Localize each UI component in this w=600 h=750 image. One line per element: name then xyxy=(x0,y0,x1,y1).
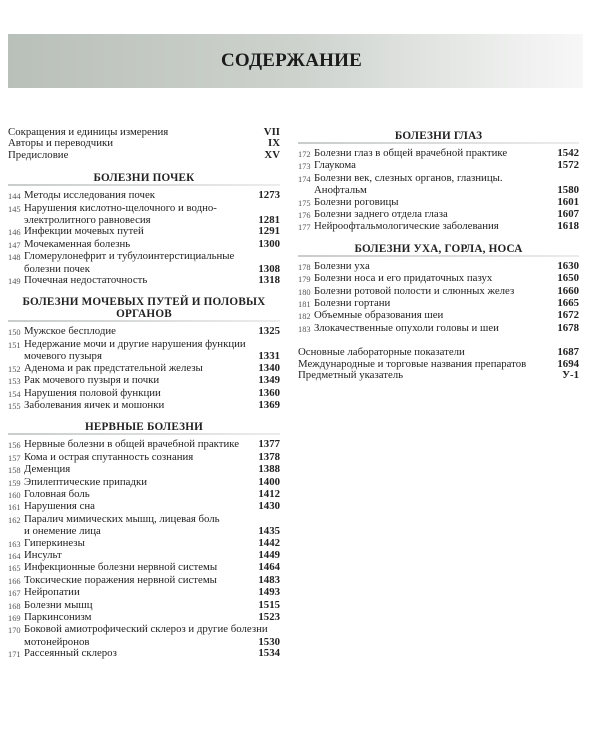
chapter-number: 169 xyxy=(8,614,21,623)
chapter-number: 152 xyxy=(8,364,21,374)
chapter-entry[interactable] xyxy=(8,203,280,227)
chapter-title: Болезни заднего отдела глаза xyxy=(314,208,448,221)
chapter-title: Мочекаменная болезнь xyxy=(24,237,131,250)
chapter-number: 151 xyxy=(8,340,21,350)
section-heading: БОЛЕЗНИ ПОЧЕК xyxy=(8,169,280,186)
chapter-title: Рак мочевого пузыря и почки xyxy=(24,374,160,387)
chapter-title: Деменция xyxy=(24,463,71,476)
chapter-title: Паралич мимических мышц, лицевая боль xyxy=(24,512,220,525)
chapter-entry[interactable] xyxy=(8,624,280,648)
chapter-entry[interactable] xyxy=(8,464,280,476)
section-heading: БОЛЕЗНИ УХА, ГОРЛА, НОСА xyxy=(298,240,579,257)
chapter-title: Гломерулонефрит и тубулоинтерстициальные xyxy=(24,250,235,263)
chapter-number: 155 xyxy=(8,401,21,411)
chapter-number: 144 xyxy=(8,192,21,202)
chapter-page: 1660 xyxy=(557,284,579,297)
chapter-page: 1360 xyxy=(258,386,280,399)
chapter-entry[interactable] xyxy=(8,326,280,338)
chapter-page: 1515 xyxy=(258,598,280,611)
chapter-title: Глаукома xyxy=(314,159,356,172)
chapter-entry[interactable] xyxy=(8,514,280,538)
chapter-page: 1483 xyxy=(258,573,280,586)
chapter-page: 1672 xyxy=(557,309,579,322)
chapter-title: Инсульт xyxy=(24,548,62,561)
chapter-number: 178 xyxy=(298,262,311,272)
chapter-page: 1493 xyxy=(258,586,280,599)
chapter-page: 1378 xyxy=(258,450,280,463)
chapter-title: Рассеянный склероз xyxy=(24,647,117,660)
chapter-number: 171 xyxy=(8,650,21,660)
chapter-number: 149 xyxy=(8,277,21,287)
chapter-title-continued: мотонейронов xyxy=(24,635,90,648)
entry-page: VII xyxy=(263,126,280,138)
chapter-number: 168 xyxy=(8,601,21,611)
chapter-page: 1630 xyxy=(557,259,579,272)
chapter-number: 166 xyxy=(8,576,21,586)
entry-title: Сокращения и единицы измерения xyxy=(8,126,169,138)
chapter-entry[interactable] xyxy=(298,273,579,285)
chapter-entry[interactable] xyxy=(8,275,280,287)
entry-page: У-1 xyxy=(562,369,579,382)
chapter-page: 1449 xyxy=(258,548,280,561)
chapter-entry[interactable] xyxy=(298,173,579,197)
chapter-entry[interactable] xyxy=(298,323,579,335)
entry-page: 1694 xyxy=(557,357,579,370)
chapter-number: 161 xyxy=(8,503,21,513)
chapter-title: Болезни гортани xyxy=(314,297,391,310)
chapter-number: 182 xyxy=(298,312,311,322)
chapter-page: 1412 xyxy=(258,487,280,500)
chapter-title: Нервные болезни в общей врачебной практике xyxy=(24,438,240,451)
chapter-page: 1291 xyxy=(258,225,280,238)
chapter-title: Боковой амиотрофический склероз и другие болезни xyxy=(24,623,268,636)
chapter-title: Методы исследования почек xyxy=(24,189,155,202)
chapter-number: 153 xyxy=(8,377,21,387)
chapter-page: 1273 xyxy=(258,189,280,202)
left-column xyxy=(8,127,280,661)
chapter-page: 1580 xyxy=(557,184,579,197)
chapter-entry[interactable] xyxy=(8,439,280,451)
chapter-entry[interactable] xyxy=(8,251,280,275)
chapter-number: 162 xyxy=(8,515,21,525)
chapter-page: 1678 xyxy=(557,321,579,334)
chapter-number: 163 xyxy=(8,539,21,549)
chapter-title: Болезни носа и его придаточных пазух xyxy=(314,272,493,285)
chapter-title: Нарушения половой функции xyxy=(24,386,161,399)
chapter-title: Инфекционные болезни нервной системы xyxy=(24,561,218,574)
chapter-page: 1400 xyxy=(258,475,280,488)
chapter-entry[interactable] xyxy=(8,190,280,202)
chapter-page: 1572 xyxy=(557,159,579,172)
chapter-number: 157 xyxy=(8,453,21,463)
chapter-entry[interactable] xyxy=(8,375,280,387)
section-heading: БОЛЕЗНИ ГЛАЗ xyxy=(298,127,579,144)
chapter-title: Почечная недостаточность xyxy=(24,274,148,287)
chapter-title-continued: болезни почек xyxy=(24,262,90,275)
chapter-title: Эпилептические припадки xyxy=(24,475,147,488)
chapter-number: 146 xyxy=(8,228,21,238)
chapter-page: 1300 xyxy=(258,237,280,250)
chapter-number: 183 xyxy=(298,324,311,334)
chapter-title: Токсические поражения нервной системы xyxy=(24,573,217,586)
section-heading: НЕРВНЫЕ БОЛЕЗНИ xyxy=(8,418,280,435)
right-column xyxy=(298,127,579,382)
chapter-page: 1308 xyxy=(258,262,280,275)
chapter-entry[interactable] xyxy=(298,310,579,322)
chapter-number: 176 xyxy=(298,211,311,221)
chapter-entry[interactable] xyxy=(8,400,280,412)
page-title: СОДЕРЖАНИЕ xyxy=(221,50,362,71)
chapter-page: 1331 xyxy=(258,350,280,363)
front-matter xyxy=(8,127,280,161)
chapter-title: Заболевания яичек и мошонки xyxy=(24,398,165,411)
chapter-entry[interactable] xyxy=(8,587,280,599)
chapter-title: Болезни уха xyxy=(314,259,370,272)
chapter-number: 164 xyxy=(8,551,21,561)
chapter-page: 1442 xyxy=(258,536,280,549)
chapter-page: 1665 xyxy=(557,297,579,310)
chapter-number: 172 xyxy=(298,150,311,159)
chapter-number: 154 xyxy=(8,389,21,399)
right-sections xyxy=(298,127,579,335)
chapter-entry[interactable] xyxy=(298,221,579,233)
chapter-title: Головная боль xyxy=(24,487,90,500)
chapter-page: 1388 xyxy=(258,463,280,476)
chapter-title: Аденома и рак предстательной железы xyxy=(24,361,203,374)
chapter-page: 1523 xyxy=(258,611,280,623)
chapter-number: 177 xyxy=(298,223,311,233)
chapter-title-continued: Анофтальм xyxy=(314,184,367,197)
chapter-number: 181 xyxy=(298,300,311,310)
chapter-title: Злокачественные опухоли головы и шеи xyxy=(314,321,499,334)
chapter-page: 1601 xyxy=(557,195,579,208)
chapter-number: 150 xyxy=(8,328,21,338)
chapter-title: Паркинсонизм xyxy=(24,611,92,623)
chapter-number: 165 xyxy=(8,564,21,574)
chapter-title-continued: мочевого пузыря xyxy=(24,350,102,363)
chapter-page: 1607 xyxy=(557,208,579,221)
chapter-number: 167 xyxy=(8,589,21,599)
chapter-title-continued: и онемение лица xyxy=(24,525,101,538)
chapter-page: 1650 xyxy=(557,272,579,285)
section-heading: БОЛЕЗНИ МОЧЕВЫХ ПУТЕЙ И ПОЛОВЫХ ОРГАНОВ xyxy=(8,293,280,322)
chapter-page: 1340 xyxy=(258,361,280,374)
entry-title: Предметный указатель xyxy=(298,369,404,382)
chapter-entry[interactable] xyxy=(8,648,280,660)
chapter-title: Объемные образования шеи xyxy=(314,309,444,322)
chapter-number: 156 xyxy=(8,441,21,451)
chapter-number: 145 xyxy=(8,204,21,214)
chapter-page: 1435 xyxy=(258,525,280,538)
chapter-number: 175 xyxy=(298,198,311,208)
chapter-title: Недержание мочи и другие нарушения функции xyxy=(24,337,246,350)
chapter-title: Болезни глаз в общей врачебной практике xyxy=(314,147,508,159)
chapter-title: Гиперкинезы xyxy=(24,536,85,549)
chapter-number: 170 xyxy=(8,626,21,636)
back-matter xyxy=(298,347,579,381)
chapter-title: Болезни роговицы xyxy=(314,195,399,208)
chapter-page: 1542 xyxy=(557,147,579,159)
chapter-title: Нейроофтальмологические заболевания xyxy=(314,220,499,233)
chapter-number: 179 xyxy=(298,275,311,285)
chapter-title: Нейропатии xyxy=(24,586,80,599)
back-matter-item[interactable] xyxy=(298,370,579,381)
chapter-page: 1534 xyxy=(258,647,280,660)
chapter-page: 1325 xyxy=(258,325,280,338)
chapter-page: 1377 xyxy=(258,438,280,451)
chapter-number: 159 xyxy=(8,478,21,488)
entry-page: IX xyxy=(268,137,280,150)
chapter-title: Болезни век, слезных органов, глазницы. xyxy=(314,171,503,184)
chapter-page: 1318 xyxy=(258,274,280,287)
entry-title: Предисловие xyxy=(8,148,69,161)
chapter-number: 147 xyxy=(8,240,21,250)
chapter-entry[interactable] xyxy=(8,562,280,574)
chapter-page: 1530 xyxy=(258,635,280,648)
chapter-page: 1369 xyxy=(258,398,280,411)
chapter-number: 173 xyxy=(298,162,311,172)
chapter-entry[interactable] xyxy=(298,160,579,172)
chapter-entry[interactable] xyxy=(8,339,280,363)
left-sections xyxy=(8,169,280,660)
chapter-title: Мужское бесплодие xyxy=(24,325,116,338)
entry-page: 1687 xyxy=(557,346,579,359)
chapter-title: Нарушения кислотно-щелочного и водно- xyxy=(24,201,217,214)
chapter-title-continued: электролитного равновесия xyxy=(24,214,151,227)
chapter-number: 174 xyxy=(298,174,311,184)
chapter-entry[interactable] xyxy=(8,226,280,238)
entry-title: Авторы и переводчики xyxy=(8,137,114,150)
chapter-title: Болезни мышц xyxy=(24,598,93,611)
chapter-number: 180 xyxy=(298,287,311,297)
chapter-page: 1430 xyxy=(258,500,280,513)
chapter-title: Болезни ротовой полости и слюнных желез xyxy=(314,284,515,297)
front-matter-item[interactable] xyxy=(8,150,280,161)
chapter-page: 1464 xyxy=(258,561,280,574)
chapter-title: Инфекции мочевых путей xyxy=(24,225,144,238)
chapter-entry[interactable] xyxy=(8,501,280,513)
chapter-page: 1349 xyxy=(258,374,280,387)
entry-title: Основные лабораторные показатели xyxy=(298,346,465,359)
entry-page: XV xyxy=(264,148,280,161)
chapter-page: 1281 xyxy=(258,214,280,227)
chapter-page: 1618 xyxy=(557,220,579,233)
chapter-title: Нарушения сна xyxy=(24,500,95,513)
chapter-number: 158 xyxy=(8,466,21,476)
back-matter-item[interactable] xyxy=(298,347,579,358)
chapter-number: 148 xyxy=(8,253,21,263)
chapter-title: Кома и острая спутанность сознания xyxy=(24,450,194,463)
entry-title: Международные и торговые названия препаратов xyxy=(298,357,527,370)
chapter-number: 160 xyxy=(8,490,21,500)
